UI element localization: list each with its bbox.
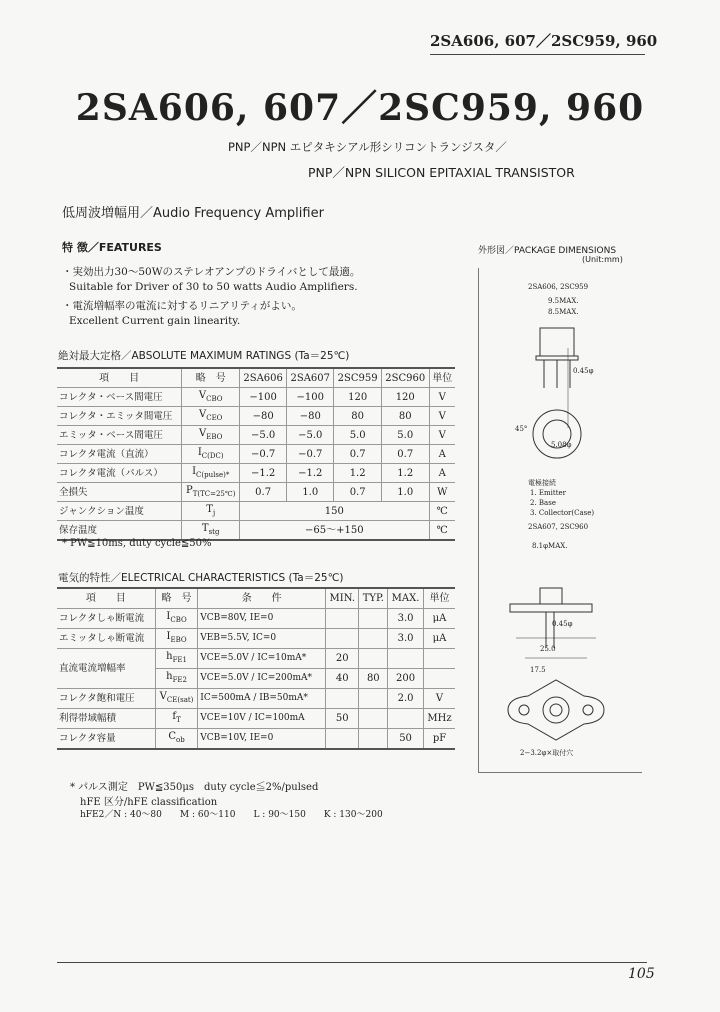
symbol-subscript: j: [212, 508, 216, 517]
value-cell: 150: [240, 502, 429, 521]
symbol-subscript: CBO: [170, 616, 187, 624]
feature-item: ・実効出力30～50Wのステレオアンプのドライバとして最適。: [62, 266, 361, 278]
symbol-subscript: CEO: [206, 413, 223, 422]
param-name: 保存温度: [57, 521, 182, 541]
value-cell: 120: [381, 388, 429, 407]
symbol-cell: [182, 388, 240, 407]
value-cell: −0.7: [287, 445, 334, 464]
value-cell: 20: [326, 649, 359, 669]
header-cell: 条 件: [198, 588, 326, 609]
value-cell: −100: [287, 388, 334, 407]
value-cell: −5.0: [287, 426, 334, 445]
value-cell: −1.2: [240, 464, 287, 483]
symbol: I: [192, 465, 197, 477]
dim-label: 25.0: [540, 645, 556, 653]
value-cell: [359, 629, 388, 649]
abs-max-table: [57, 367, 455, 541]
header-cell: 2SA607: [287, 368, 334, 388]
value-cell: −65～+150: [240, 521, 429, 541]
value-cell: [326, 629, 359, 649]
to66-bottom-view: [508, 680, 604, 740]
symbol-subscript: EBO: [170, 636, 187, 644]
value-cell: 0.7: [240, 483, 287, 502]
value-cell: [424, 649, 456, 669]
to39-can: [540, 328, 574, 356]
value-cell: [326, 689, 359, 709]
value-cell: [359, 709, 388, 729]
symbol: I: [166, 631, 171, 642]
features-heading: 特 徴／FEATURES: [62, 241, 162, 254]
pin-title: 電極接続: [528, 479, 556, 487]
package-heading: 外形図／PACKAGE DIMENSIONS: [478, 246, 617, 256]
value-cell: [326, 609, 359, 629]
value-cell: 50: [326, 709, 359, 729]
symbol-subscript: ob: [176, 736, 185, 744]
symbol-subscript: CE(sat): [166, 696, 194, 704]
value-cell: V: [424, 689, 456, 709]
table-row: [57, 445, 455, 464]
param-name: コレクタ飽和電圧: [57, 689, 155, 709]
symbol-cell: [155, 649, 197, 669]
subtitle-en: PNP／NPN SILICON EPITAXIAL TRANSISTOR: [308, 165, 575, 180]
table-row: [57, 483, 455, 502]
condition-cell: VCE=5.0V / IC=10mA*: [198, 649, 326, 669]
table-row: [57, 388, 455, 407]
value-cell: 80: [381, 407, 429, 426]
symbol-cell: [155, 689, 197, 709]
to39-flange: [536, 356, 578, 360]
param-name: コレクタ・ベース間電圧: [57, 388, 182, 407]
value-cell: 0.7: [381, 445, 429, 464]
table-row: [57, 426, 455, 445]
value-cell: [424, 669, 456, 689]
value-cell: pF: [424, 729, 456, 750]
header-cell: 項 目: [57, 588, 155, 609]
feature-item: ・電流増幅率の電流に対するリニアリティがよい。: [62, 300, 302, 312]
value-cell: [359, 609, 388, 629]
value-cell: −80: [287, 407, 334, 426]
value-cell: 40: [326, 669, 359, 689]
value-cell: −0.7: [240, 445, 287, 464]
elec-table: [57, 587, 455, 750]
symbol-cell: [182, 464, 240, 483]
unit-cell: A: [429, 445, 455, 464]
symbol-subscript: T(TC=25℃): [192, 489, 236, 498]
footer-rule: [57, 962, 647, 963]
pin-label: 2. Base: [530, 499, 556, 507]
to66-flange: [510, 604, 592, 612]
value-cell: 2.0: [388, 689, 424, 709]
symbol-cell: [155, 709, 197, 729]
table-row: [57, 502, 455, 521]
value-cell: 1.2: [381, 464, 429, 483]
table-header: [57, 368, 455, 388]
value-cell: 200: [388, 669, 424, 689]
value-cell: 0.7: [334, 445, 382, 464]
header-cell: 2SC960: [381, 368, 429, 388]
symbol: T: [206, 503, 213, 515]
value-cell: 3.0: [388, 609, 424, 629]
param-name: コレクタ容量: [57, 729, 155, 750]
param-name: コレクタしゃ断電流: [57, 609, 155, 629]
value-cell: μA: [424, 609, 456, 629]
symbol-cell: [182, 483, 240, 502]
condition-cell: VEB=5.5V, IC=0: [198, 629, 326, 649]
elec-note: hFE2／N : 40～80 M : 60～110 L : 90～150 K : 130～200: [80, 810, 383, 820]
elec-note: hFE 区分/hFE classification: [80, 797, 218, 808]
header-cell: MIN.: [326, 588, 359, 609]
condition-cell: VCB=10V, IE=0: [198, 729, 326, 750]
header-cell: 略 号: [182, 368, 240, 388]
dim-label: 17.5: [530, 666, 546, 674]
unit-cell: V: [429, 426, 455, 445]
abs-max-heading: 絶対最大定格／ABSOLUTE MAXIMUM RATINGS (Ta＝25℃): [58, 350, 350, 362]
header-cell: 2SC959: [334, 368, 382, 388]
symbol: h: [166, 671, 173, 682]
unit-cell: ℃: [429, 502, 455, 521]
symbol-cell: [155, 729, 197, 750]
value-cell: −1.2: [287, 464, 334, 483]
unit-cell: ℃: [429, 521, 455, 541]
symbol: T: [201, 522, 209, 534]
symbol-subscript: CBO: [206, 394, 223, 403]
symbol-cell: [155, 609, 197, 629]
application: 低周波増幅用／Audio Frequency Amplifier: [62, 206, 324, 221]
value-cell: 80: [334, 407, 382, 426]
value-cell: 5.0: [381, 426, 429, 445]
feature-item: Suitable for Driver of 30 to 50 watts Audio Amplifiers.: [69, 281, 358, 293]
header-cell: 2SA606: [240, 368, 287, 388]
header-cell: MAX.: [388, 588, 424, 609]
dim-label: 0.45φ: [552, 620, 573, 628]
value-cell: 80: [359, 669, 388, 689]
symbol: V: [198, 389, 207, 401]
package-outline-drawings: [478, 268, 641, 772]
value-cell: [359, 649, 388, 669]
to39-bottom-view: [533, 410, 581, 458]
symbol-subscript: C(DC): [201, 451, 224, 460]
value-cell: 0.7: [334, 483, 382, 502]
dim-label: 0.45φ: [573, 367, 594, 375]
param-name: 全損失: [57, 483, 182, 502]
value-cell: 3.0: [388, 629, 424, 649]
feature-item: Excellent Current gain linearity.: [69, 315, 241, 327]
param-name: コレクタ・エミッタ間電圧: [57, 407, 182, 426]
unit-cell: W: [429, 483, 455, 502]
symbol-cell: [182, 502, 240, 521]
package-model-1: 2SA606, 2SC959: [528, 283, 589, 291]
symbol: C: [168, 731, 177, 742]
table-header: [57, 588, 455, 609]
value-cell: 1.0: [287, 483, 334, 502]
table-row: [57, 629, 455, 649]
param-name: エミッタしゃ断電流: [57, 629, 155, 649]
symbol: P: [185, 484, 193, 496]
symbol: V: [198, 408, 207, 420]
dim-label: 5.08φ: [551, 441, 572, 449]
symbol: I: [166, 611, 171, 622]
symbol: h: [166, 651, 173, 662]
symbol-cell: [182, 445, 240, 464]
value-cell: [359, 689, 388, 709]
value-cell: 1.2: [334, 464, 382, 483]
value-cell: −100: [240, 388, 287, 407]
condition-cell: IC=500mA / IB=50mA*: [198, 689, 326, 709]
symbol-subscript: C(pulse)*: [196, 470, 230, 479]
value-cell: μA: [424, 629, 456, 649]
table-row: [57, 609, 455, 629]
symbol-subscript: FE2: [172, 676, 187, 684]
pin-label: 1. Emitter: [530, 489, 567, 497]
symbol-subscript: stg: [208, 527, 220, 536]
symbol-cell: [155, 669, 197, 689]
symbol-subscript: T: [176, 716, 181, 724]
value-cell: MHz: [424, 709, 456, 729]
param-name: 直流電流増幅率: [57, 649, 155, 689]
value-cell: [326, 729, 359, 750]
elec-note: * パルス測定 PW≦350μs duty cycle≦2%/pulsed: [70, 782, 319, 793]
package-model-2: 2SA607, 2SC960: [528, 523, 589, 531]
header-cell: 略 号: [155, 588, 197, 609]
pin-label: 3. Collector(Case): [530, 509, 595, 517]
table-row: [57, 709, 455, 729]
dim-label: 45°: [515, 425, 528, 433]
symbol-cell: [182, 407, 240, 426]
header-cell: 項 目: [57, 368, 182, 388]
unit-cell: A: [429, 464, 455, 483]
param-name: コレクタ電流（直流）: [57, 445, 182, 464]
page-title: 2SA606, 607／2SC959, 960: [75, 87, 645, 129]
value-cell: 1.0: [381, 483, 429, 502]
symbol-subscript: EBO: [206, 432, 223, 441]
dim-label: 8.5MAX.: [548, 308, 579, 316]
table-row: [57, 729, 455, 750]
value-cell: 120: [334, 388, 382, 407]
value-cell: −5.0: [240, 426, 287, 445]
param-name: 利得帯域幅積: [57, 709, 155, 729]
symbol: V: [199, 427, 207, 439]
param-name: コレクタ電流（パルス）: [57, 464, 182, 483]
unit-cell: V: [429, 407, 455, 426]
symbol: V: [159, 691, 167, 702]
header-cell: 単位: [424, 588, 456, 609]
value-cell: 50: [388, 729, 424, 750]
condition-cell: VCE=10V / IC=100mA: [198, 709, 326, 729]
table-row: [57, 464, 455, 483]
elec-heading: 電気的特性／ELECTRICAL CHARACTERISTICS (Ta＝25℃): [58, 572, 344, 584]
running-header: 2SA606, 607／2SC959, 960: [430, 32, 658, 50]
param-name: ジャンクション温度: [57, 502, 182, 521]
param-name: エミッタ・ベース間電圧: [57, 426, 182, 445]
value-cell: −80: [240, 407, 287, 426]
to66-can: [540, 588, 562, 604]
condition-cell: VCE=5.0V / IC=200mA*: [198, 669, 326, 689]
symbol-cell: [182, 426, 240, 445]
header-cell: 単位: [429, 368, 455, 388]
value-cell: [359, 729, 388, 750]
subtitle-jp: PNP／NPN エピタキシアル形シリコントランジスタ／: [228, 140, 507, 154]
value-cell: 5.0: [334, 426, 382, 445]
value-cell: [388, 649, 424, 669]
dim-label: 8.1φMAX.: [532, 542, 568, 550]
symbol-cell: [155, 629, 197, 649]
header-rule: [430, 54, 645, 55]
dim-label: 2−3.2φ×取付穴: [520, 749, 574, 757]
page-number: 105: [628, 966, 655, 982]
abs-max-footnote: * PW≦10ms, duty cycle≦50%: [62, 538, 212, 549]
unit-cell: V: [429, 388, 455, 407]
condition-cell: VCB=80V, IE=0: [198, 609, 326, 629]
symbol: I: [197, 446, 202, 458]
header-cell: TYP.: [359, 588, 388, 609]
symbol-subscript: FE1: [172, 656, 187, 664]
table-row: [57, 407, 455, 426]
dim-label: 9.5MAX.: [548, 297, 579, 305]
package-unit: (Unit:mm): [582, 255, 623, 264]
table-row: [57, 689, 455, 709]
value-cell: [388, 709, 424, 729]
symbol: f: [172, 711, 177, 722]
table-row: [57, 649, 455, 669]
